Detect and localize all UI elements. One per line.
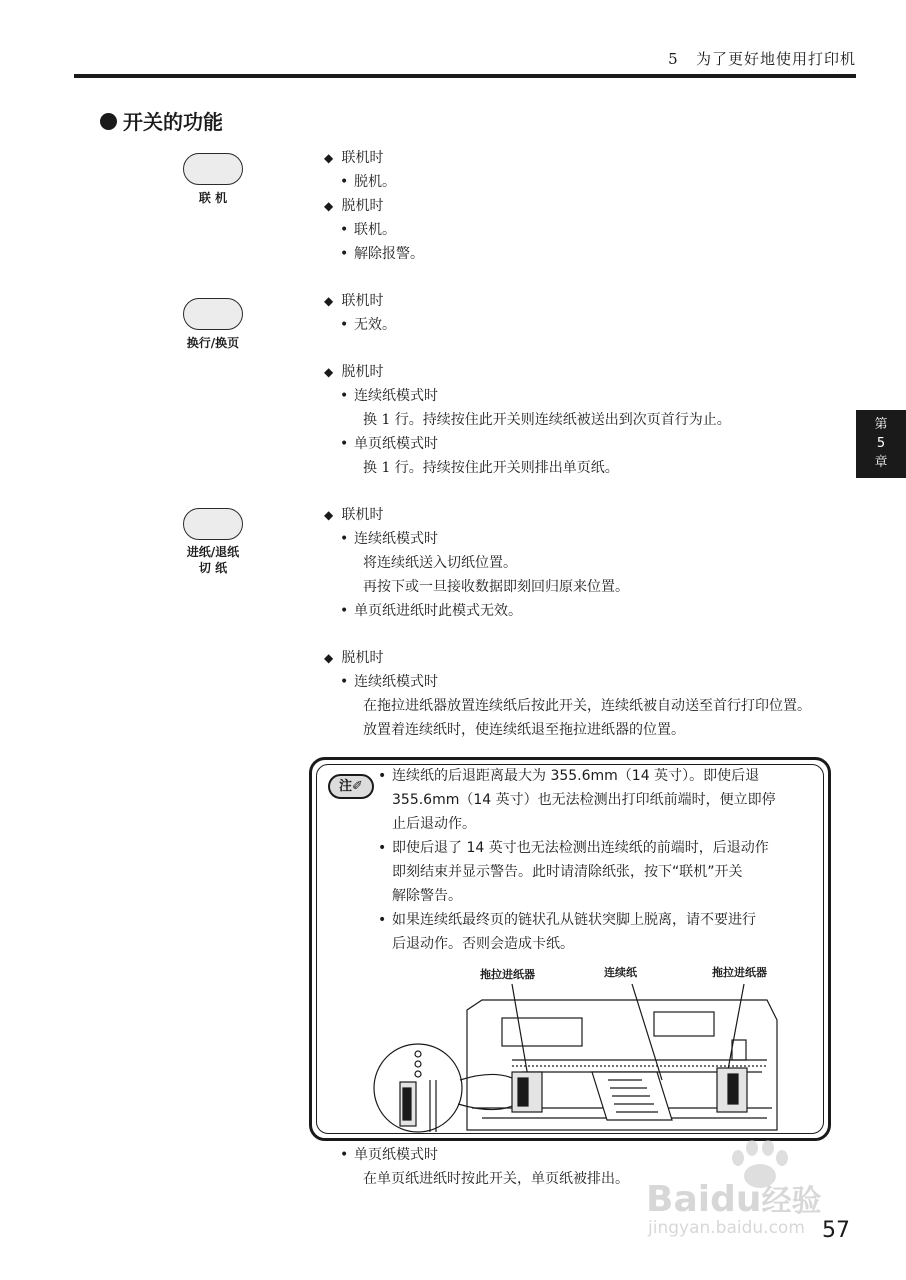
text-line: • 单页纸模式时: [340, 433, 438, 455]
chapter-title: 为了更好地使用打印机: [695, 50, 856, 68]
diamond-icon: ◆: [324, 151, 334, 165]
bullet-icon: •: [378, 840, 387, 856]
diamond-icon: ◆: [324, 651, 334, 665]
text-line: • 连续纸模式时: [340, 385, 438, 407]
bullet-icon: •: [340, 317, 349, 333]
bullet-icon: •: [340, 531, 349, 547]
page-header: [74, 40, 856, 78]
printer-tractor-illustration: [372, 980, 792, 1138]
bullet-icon: •: [340, 246, 349, 262]
bullet-icon: •: [340, 603, 349, 619]
text-line: • 单页纸进纸时此模式无效。: [340, 600, 522, 622]
bullet-icon: •: [340, 1147, 349, 1163]
text-line: ◆ 脱机时: [324, 195, 383, 217]
page-number: 57: [822, 1218, 850, 1243]
note-pencil-icon: 注✐: [328, 774, 374, 799]
note-line: 后退动作。否则会造成卡纸。: [392, 936, 574, 952]
online-button-label: 联 机: [198, 191, 228, 205]
text-line: • 联机。: [340, 219, 396, 241]
online-button-illustration: [183, 153, 243, 185]
bullet-icon: •: [340, 388, 349, 404]
load-eject-button-illustration: [183, 508, 243, 540]
bullet-icon: •: [340, 222, 349, 238]
text-line: • 连续纸模式时: [340, 671, 438, 693]
button-label-line: 切 纸: [198, 561, 228, 575]
chapter-tab-line: 第: [874, 417, 888, 432]
button-label-line: 进纸/退纸: [186, 545, 240, 559]
bullet-icon: •: [340, 174, 349, 190]
text-line: ◆ 联机时: [324, 504, 383, 526]
chapter-tab: [856, 410, 906, 478]
figure-label-continuous-paper: 连续纸: [604, 966, 637, 979]
bullet-icon: •: [378, 768, 387, 784]
chapter-tab-line: 5: [876, 436, 886, 451]
text-line: 在拖拉进纸器放置连续纸后按此开关，连续纸被自动送至首行打印位置。: [363, 698, 811, 714]
text-line: ◆ 脱机时: [324, 361, 383, 383]
text-line: 再按下或一旦接收数据即刻回归原来位置。: [363, 579, 629, 595]
chapter-number: 5: [668, 50, 679, 68]
note-line: 如果连续纸最终页的链状孔从链状突脚上脱离，请不要进行: [392, 912, 756, 928]
bullet-icon: •: [340, 674, 349, 690]
note-line: 连续纸的后退距离最大为 355.6mm（14 英寸）。即使后退: [392, 768, 760, 784]
diamond-icon: ◆: [324, 199, 334, 213]
text-line: • 脱机。: [340, 171, 396, 193]
load-eject-button-label: [153, 544, 273, 576]
text-line: ◆ 脱机时: [324, 647, 383, 669]
bullet-dot-icon: [100, 113, 117, 130]
lf-ff-button-label: 换行/换页: [186, 336, 240, 350]
text-line: 放置着连续纸时，使连续纸退至拖拉进纸器的位置。: [363, 722, 685, 738]
chapter-tab-line: 章: [874, 455, 888, 470]
note-line: 即刻结束并显示警告。此时请清除纸张，按下“联机”开关: [392, 864, 743, 880]
note-box: [309, 757, 831, 1141]
bullet-icon: •: [378, 912, 387, 928]
text-line: • 解除报警。: [340, 243, 424, 265]
watermark-brand: Baidu经验: [646, 1179, 822, 1220]
note-line: 355.6mm（14 英寸）也无法检测出打印纸前端时，便立即停: [392, 792, 776, 808]
section-title: [100, 106, 223, 135]
text-line: 将连续纸送入切纸位置。: [363, 555, 517, 571]
text-line: 在单页纸进纸时按此开关，单页纸被排出。: [363, 1171, 629, 1187]
figure-label-right-tractor: 拖拉进纸器: [712, 966, 767, 979]
lf-ff-button-illustration: [183, 298, 243, 330]
note-line: 止后退动作。: [392, 816, 476, 832]
running-header: [668, 48, 856, 69]
section-title-text: 开关的功能: [123, 110, 223, 134]
text-line: • 连续纸模式时: [340, 528, 438, 550]
bullet-icon: •: [340, 436, 349, 452]
text-line: • 无效。: [340, 314, 396, 336]
diamond-icon: ◆: [324, 294, 334, 308]
diamond-icon: ◆: [324, 508, 334, 522]
note-line: 解除警告。: [392, 888, 462, 904]
text-line: ◆ 联机时: [324, 147, 383, 169]
text-line: 换 1 行。持续按住此开关则排出单页纸。: [363, 460, 619, 476]
text-line: ◆ 联机时: [324, 290, 383, 312]
watermark-url: jingyan.baidu.com: [648, 1218, 805, 1238]
figure-label-left-tractor: 拖拉进纸器: [480, 968, 535, 981]
note-line: 即使后退了 14 英寸也无法检测出连续纸的前端时，后退动作: [392, 840, 769, 856]
text-line: • 单页纸模式时: [340, 1144, 438, 1166]
text-line: 换 1 行。持续按住此开关则连续纸被送出到次页首行为止。: [363, 412, 731, 428]
diamond-icon: ◆: [324, 365, 334, 379]
